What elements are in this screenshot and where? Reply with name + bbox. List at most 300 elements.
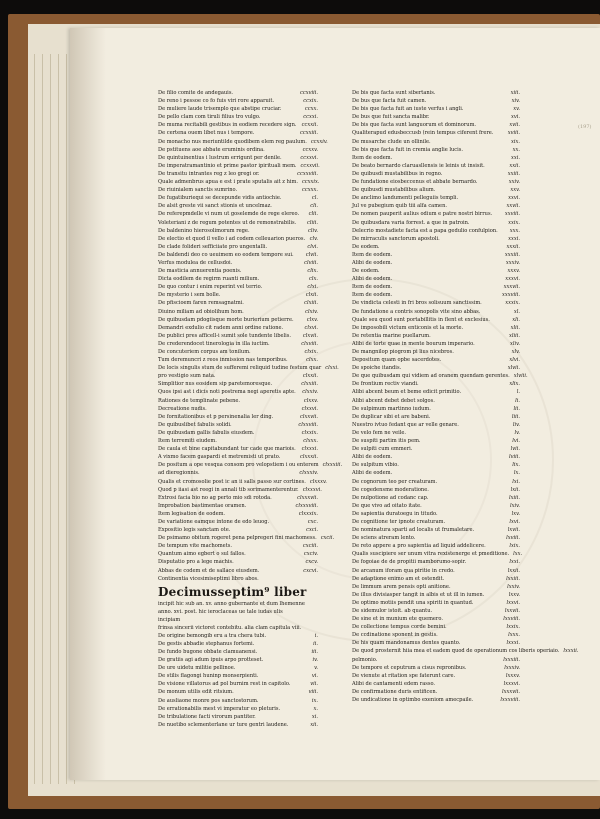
index-entry [352,113,520,121]
entry-title: De collectione tempus corde bemini. [352,624,447,631]
entry-title: De spoiche itandis. [352,365,402,372]
index-entry [158,89,318,97]
entry-title: De confirmatione duris entificen. [352,688,438,695]
index-entry [352,680,520,688]
entry-number: lxxx. [508,632,520,639]
index-entry [158,129,318,137]
entry-title: Alibi abcent beum et beme edicit primitio. [352,389,462,396]
entry-number: xxxv. [507,268,520,275]
index-entry [158,421,318,429]
index-entry [352,89,520,97]
entry-number: lxiii. [508,494,520,501]
index-entry [158,372,318,380]
entry-number: ccxx. [304,106,318,113]
entry-title: Qualis suscipiere ser unum vitra rexistenerge et pmeditione. [352,551,510,558]
entry-number: xiii. [510,90,520,96]
index-entry [158,445,318,453]
entry-title: De tempore et ceputrum a cisus repronibus. [352,664,467,671]
index-entry [158,291,318,299]
index-entry [352,672,520,680]
entry-title: De imperatramantinio et prime pastor ipirituali mem. [158,162,297,169]
entry-title: De publici pres afficell-i sumit sole tundente libelis. [158,332,292,339]
entry-title: frinsa sincerii victoret contebitu. alia clam capitula viii. [158,624,302,631]
entry-number: xlii. [510,324,520,331]
entry-number: lxxi. [509,559,520,566]
entry-title: De baldenino hierosolimorum rege. [158,227,250,234]
index-entry [352,259,520,267]
entry-title: De electio et quod il vello i ad codem celleuarion pueros. [158,235,306,242]
entry-number: lxxviii. [503,616,520,623]
index-entry [158,469,318,477]
entry-number: clxxxix. [298,510,318,517]
entry-title: De alsit greste vii sanct stionis et uncelmaz. [158,203,272,210]
index-entry [352,332,520,340]
entry-number: lxiv. [509,502,520,509]
index-entry [352,356,520,364]
entry-number: lxxvii. [504,608,520,614]
entry-number: clxvii. [302,332,318,339]
entry-number: xxxiii. [504,251,520,258]
entry-number: x. [313,705,318,712]
index-entry [352,186,520,194]
index-entry [352,647,579,655]
entry-number: lxxxv. [505,672,520,679]
book-heading: Decimusseptim⁹ liber [158,584,307,599]
entry-number: lxxvi. [506,599,520,606]
index-entry [352,478,520,486]
page-number: (197) [578,124,592,130]
entry-title: De bus que facta fuit camen. [352,98,427,105]
entry-number: xii. [310,721,318,728]
entry-title: De que quibusdam qui vidiem ad oranem quendam gerentes. [352,373,510,380]
index-entry [158,632,318,640]
entry-number: xi. [311,713,318,720]
entry-number: lxv. [511,510,520,517]
entry-title: De reno i pessoe co fo fuis viri rore apparuit. [158,98,275,105]
entry-title: Item de eodem. [352,154,393,161]
entry-number: iv. [312,657,318,664]
index-entry [352,210,520,218]
index-entry [158,194,318,202]
index-entry [158,340,318,348]
index-entry [158,713,318,721]
entry-number: clxxxiv. [299,470,318,477]
entry-title: Quod p iiasi ast reegi in annali tib sorimamenterentur. [158,486,299,493]
index-entry [352,162,520,170]
entry-title: Disputatio pro a lege machis. [158,559,234,566]
entry-title: pro vestigio sum nata. [158,373,216,380]
entry-number: cxciii. [302,543,318,550]
index-entry [352,308,520,316]
index-entry [158,405,318,413]
entry-number: ccxxi. [303,114,318,121]
entry-number: xxii. [509,162,520,169]
entry-title: De sulpimum martinno iudum. [352,405,431,412]
index-entry [158,656,318,664]
index-entry [352,97,520,105]
entry-number: clxxvi. [301,405,318,412]
index-entry [158,299,318,307]
entry-number: clxxvii. [300,413,318,420]
index-entry [158,146,318,154]
index-entry [352,429,520,437]
entry-number: lxxiv. [507,583,520,590]
index-entry [352,486,520,494]
entry-number: xxxix. [505,300,520,307]
entry-number: xxvi. [508,195,520,202]
entry-number: cliii. [307,219,318,226]
entry-number: xxxvii. [503,284,520,291]
entry-number: i. [314,632,318,639]
entry-number: lxi. [512,478,520,485]
entry-title: De mirraculis sanctorum apostoli. [352,235,440,242]
entry-title: De sidemulor istoit. ab quantu. [352,608,433,614]
index-entry [352,178,520,186]
index-entry [352,154,520,162]
entry-title: Verfus modulea de cellusdoi. [158,259,233,266]
index-entry [352,243,520,251]
index-entry [352,575,520,583]
index-entry [352,380,520,388]
entry-title: De nominatura sparti ad localis ut frumaletare. [352,527,475,534]
index-entry [158,138,328,146]
entry-title: De duplicar sibi et are babeni. [352,413,431,420]
index-entry [158,97,318,105]
index-entry [352,494,520,502]
entry-number: clxxx. [303,438,318,445]
entry-number: xlv. [511,349,520,355]
entry-title: De cognitione ter ipnote creaturam. [352,518,446,525]
entry-number: clix. [307,268,318,275]
index-entry [158,664,318,672]
entry-number: cxcv. [305,559,318,566]
index-entry [352,631,520,639]
entry-title: Alibi de eodem. [352,259,393,266]
entry-title: De quibuslibet fabulis solidi. [158,421,232,428]
entry-number: l. [516,389,520,396]
entry-number: lxxiii. [506,575,520,582]
entry-number: ccxxx. [302,187,318,194]
entry-title: Demandri exdulio cit radem anni ordine ratione. [158,324,284,331]
entry-title: Item legisation de eodem. [158,510,226,517]
entry-number: clxxix. [301,429,318,436]
entry-title: pelmonio. [352,656,378,663]
entry-number: xix. [511,138,520,145]
index-entry [352,445,520,453]
index-entry [352,534,520,542]
entry-number: vi. [311,673,318,680]
entry-title: De quibusdara varia forrest. a que in patroin. [352,219,470,226]
entry-number: cl. [311,195,318,202]
index-entry [158,308,318,316]
index-entry [158,121,318,129]
index-entry [352,502,520,510]
entry-number: clxxviii. [298,421,318,428]
index-entry [352,299,520,307]
entry-title: Tum deremuncri z reos inmission nas temporibus. [158,357,288,364]
entry-title: De vindicta celesti in fri bros solisuum sanctissim. [352,300,482,307]
entry-title: Decreatione nudis. [158,405,207,412]
entry-title: De tribulatione facti virorum pantiter. [158,713,256,720]
left-index-list-a [158,89,343,583]
entry-number: ccxviii. [300,90,318,96]
index-entry [352,510,520,518]
index-entry [352,599,520,607]
entry-number: clvii. [305,251,318,258]
entry-title: De sapientia duratoegu in titudo. [352,510,438,517]
index-entry [352,316,520,324]
index-entry [158,348,318,356]
right-column [352,89,579,704]
index-entry [352,138,520,146]
index-entry [352,688,520,696]
entry-number: xxix. [508,219,520,226]
entry-number: vii. [310,681,318,688]
index-entry [352,372,528,380]
entry-title: De optimo motiis pendit una spiriti in quantud. [352,599,474,606]
entry-title: De tempum vite machomets. [158,543,232,550]
entry-number: ccxxix. [301,179,320,186]
entry-number: clxiii. [304,300,318,307]
entry-number: ccxxvii. [300,162,320,169]
entry-number: cxci. [306,527,318,534]
entry-number: xvii. [509,122,520,129]
entry-title: De bis que facta fuit an iuste verfus i angli. [352,106,464,113]
entry-title: Continentia vicesimiseptimi libro abos. [158,575,259,582]
index-entry [158,640,318,648]
entry-number: xviii. [507,130,520,137]
entry-number: ccxxviii. [297,170,318,177]
entry-number: clxxxii. [300,454,318,461]
entry-number: lxix. [509,543,520,550]
index-entry [158,364,339,372]
entry-number: lxxxvi. [503,680,520,687]
index-entry [352,235,520,243]
entry-number: cli. [310,203,318,210]
index-entry [352,388,520,396]
index-entry [158,388,318,396]
entry-number: lxxxvii. [501,688,520,695]
entry-number: liii. [511,413,520,420]
entry-title: De limmum arem pensis opti anitione. [352,583,451,590]
index-entry [352,121,520,129]
index-entry [352,664,520,672]
index-entry [158,380,318,388]
entry-title: De ure uidetu militie pellinoe. [158,665,236,672]
entry-number: clxiv. [305,308,318,315]
entry-title: De frontium rectiv viandi. [352,381,419,388]
index-entry [158,243,318,251]
entry-number: clxxxiii. [322,462,343,469]
entry-title: De fundatione a contris sonopolis vite sino abbas. [352,308,481,315]
entry-title: De bis que facta sunt languorum et dominorum. [352,122,477,129]
entry-title: De ccdinatione sponent in gestis. [352,632,438,639]
entry-number: ccxxvi. [300,154,318,161]
entry-title: Extrosi facia bio no ag perto mio sdi rotoda. [158,494,272,501]
entry-title: De illus divisiasper tangit in albis et ut ill in iumen. [352,591,485,598]
index-entry [158,397,318,405]
index-entry [158,356,318,364]
entry-number: clxviii. [301,340,318,347]
entry-title: De quibusdi mustabilibus in regno. [352,170,443,177]
entry-title: De imposobili victum enticonis et la morte. [352,324,464,331]
index-entry [158,705,318,713]
entry-title: De quintuinentius i lustrum errigunt per denile. [158,154,282,161]
entry-number: lxvii. [507,527,520,534]
entry-number: cxcvi. [303,567,318,574]
index-entry [352,550,523,558]
entry-number: xxiii. [507,170,520,177]
entry-title: De fundo bugone obbate clamuanensi. [158,649,258,655]
index-entry [158,518,318,526]
index-entry [158,697,318,705]
entry-number: lxxv. [508,591,520,598]
entry-title: De mysterio i sem bolle. [158,292,221,299]
index-entry [158,534,335,542]
index-entry [158,567,318,575]
entry-title: De nuetibo sclementerlane ur ture gentri laudene. [158,721,289,728]
entry-title: Simplitior nus eosidem sip paretemoresque. [158,381,273,388]
entry-title: Alibi de cantamenti edem rasso. [352,680,436,687]
entry-number: cxciv. [303,551,318,558]
index-entry [352,291,520,299]
entry-number: xiv. [511,98,520,105]
index-entry [158,267,318,275]
entry-number: clxxxi. [301,446,318,453]
entry-title: De clade folideri sefficiiate pro ungentalli. [158,243,268,250]
entry-title: Alibi abcent debet debet solgos. [352,397,435,404]
entry-number: lxviii. [506,535,520,542]
entry-number: clxxxvii. [297,494,318,501]
entry-title: De masticia annuerentia poenis. [158,268,242,275]
entry-number: clvi. [307,243,318,250]
entry-number: lxii. [510,486,520,493]
entry-title: Expositio legis sanctam ote. [158,527,231,534]
entry-number: xxiv. [508,179,520,186]
index-entry [352,639,520,647]
entry-title: De transitu intrantes reg z leo gregi or. [158,170,260,177]
index-entry [158,105,318,113]
entry-title: De pstituens aoe abbate eruminis ordina. [158,146,265,153]
index-entry [158,324,318,332]
entry-title: De variatione eamque intone de edo leuog. [158,518,270,525]
entry-number: xxvii. [506,203,520,210]
entry-number: ix. [311,697,318,704]
entry-number: lxxxiii. [503,656,520,663]
entry-title: De fogoiae de de propitii mamborumo-sopir. [352,559,467,566]
entry-title: De fornitationibus et p persinenalia ler ding. [158,413,274,420]
entry-title: De bis que facta fuit in cremia anglie lucis. [352,146,463,153]
entry-number: iii. [311,649,318,655]
intro-line: incipit hic sub an. xv. anno gubernante et dum lhemenne [158,600,305,607]
index-entry [352,283,520,291]
entry-title: De mangnilop piogrom pi lius nicebros. [352,349,454,355]
entry-title: De monacho nus meriuntilde quodibem elem reg paulum. [158,138,307,145]
index-entry [352,591,520,599]
entry-title: Jul ve pubegium quib tiii alfa camen. [352,203,447,210]
index-entry [352,170,520,178]
entry-number: xxv. [510,187,520,194]
index-entry [352,105,520,113]
index-entry [352,421,520,429]
entry-number: ccxix. [303,98,318,105]
entry-title: De sulpitum vibio. [352,462,399,469]
entry-title: De reto appere a pro sapientia ad liquid addelicere. [352,543,486,550]
entry-title: Voleteriani z de regum potentes ut de remonstrabilis. [158,219,297,226]
entry-number: lvii. [510,446,520,453]
index-entry [158,453,318,461]
entry-title: De undicatione in optimbo exeniom amecpaile. [352,697,474,704]
entry-number: xxxviii. [501,292,520,299]
entry-number: li. [515,397,520,404]
index-entry [158,672,318,680]
index-entry [158,502,318,510]
entry-number: clv. [309,235,318,242]
index-entry [158,178,318,186]
index-entry [158,437,318,445]
index-entry [352,518,520,526]
entry-number: ccxxv. [302,146,318,153]
entry-number: clxxv. [303,397,318,404]
index-entry [158,680,318,688]
entry-title: Delecrio mostadiete facta est a papa gedulio confulpion. [352,227,498,234]
entry-title: De pfiscioem faren remsagnatmi. [158,300,244,307]
entry-title: Alibi de eodem. [352,276,393,283]
index-entry [352,469,520,477]
entry-title: De cogedensme moderatione. [352,486,429,493]
entry-title: De stilis flagongi huninp monserpienti. [158,673,259,680]
entry-title: De filio comite de andegauis. [158,90,234,96]
entry-title: Quos ipsi ast i dicis noti postrema negi aperetis apte. [158,389,296,396]
entry-title: De locis singulis stum de sufferemi reliquid tudine festum quar [158,365,322,372]
entry-title: Quale admenbrus apua e est i prate sputalis ait z him. [158,179,298,186]
index-entry [158,259,318,267]
entry-title: De positum a ope vesqua consom pro velopstiem i ou enterem [158,462,319,469]
entry-title: Abbas de codem et de sallace eiusdem. [158,567,260,574]
entry-number: lxxxii. [563,648,579,655]
entry-title: De musarche clude un ollinile. [352,138,431,145]
index-entry [352,696,520,704]
entry-number: cxc. [307,518,318,525]
entry-number: clxxiv. [302,389,318,396]
entry-title: Item de eodem. [352,292,393,299]
entry-title: De monum utilis edit ritsium. [158,689,234,696]
index-entry [352,275,520,283]
index-entry [352,656,520,664]
entry-number: xxviii. [504,211,520,218]
entry-title: De gratiis agi adum ipuis arpo protteset. [158,657,264,664]
entry-title: De baldendi deo co ueuimem eo eodem tempore sui. [158,251,294,258]
entry-title: De velo fem ne veile. [352,429,406,436]
entry-number: lxxxi. [506,640,520,647]
entry-title: De quod prosternit hiia mea et eadem quod de operationum cos liberis operiaio. [352,648,560,655]
index-entry [352,146,520,154]
entry-number: xxi. [511,154,520,161]
index-entry [352,364,520,372]
entry-title: De nomen pauperit aulius odium e patre nostri birrus. [352,211,493,218]
entry-number: liv. [512,421,520,428]
index-entry [352,348,520,356]
index-entry [352,437,520,445]
entry-number: xvi. [511,114,520,121]
entry-title: De anclimo landumenti pelleguiis templi. [352,195,459,202]
index-entry [352,623,520,631]
entry-number: lxxxiv. [504,664,520,671]
index-entry [352,453,520,461]
entry-number: lix. [512,462,520,469]
entry-title: De riuinialem sanctis sumrino. [158,187,238,194]
entry-title: Alibi de eodem. [352,470,393,477]
